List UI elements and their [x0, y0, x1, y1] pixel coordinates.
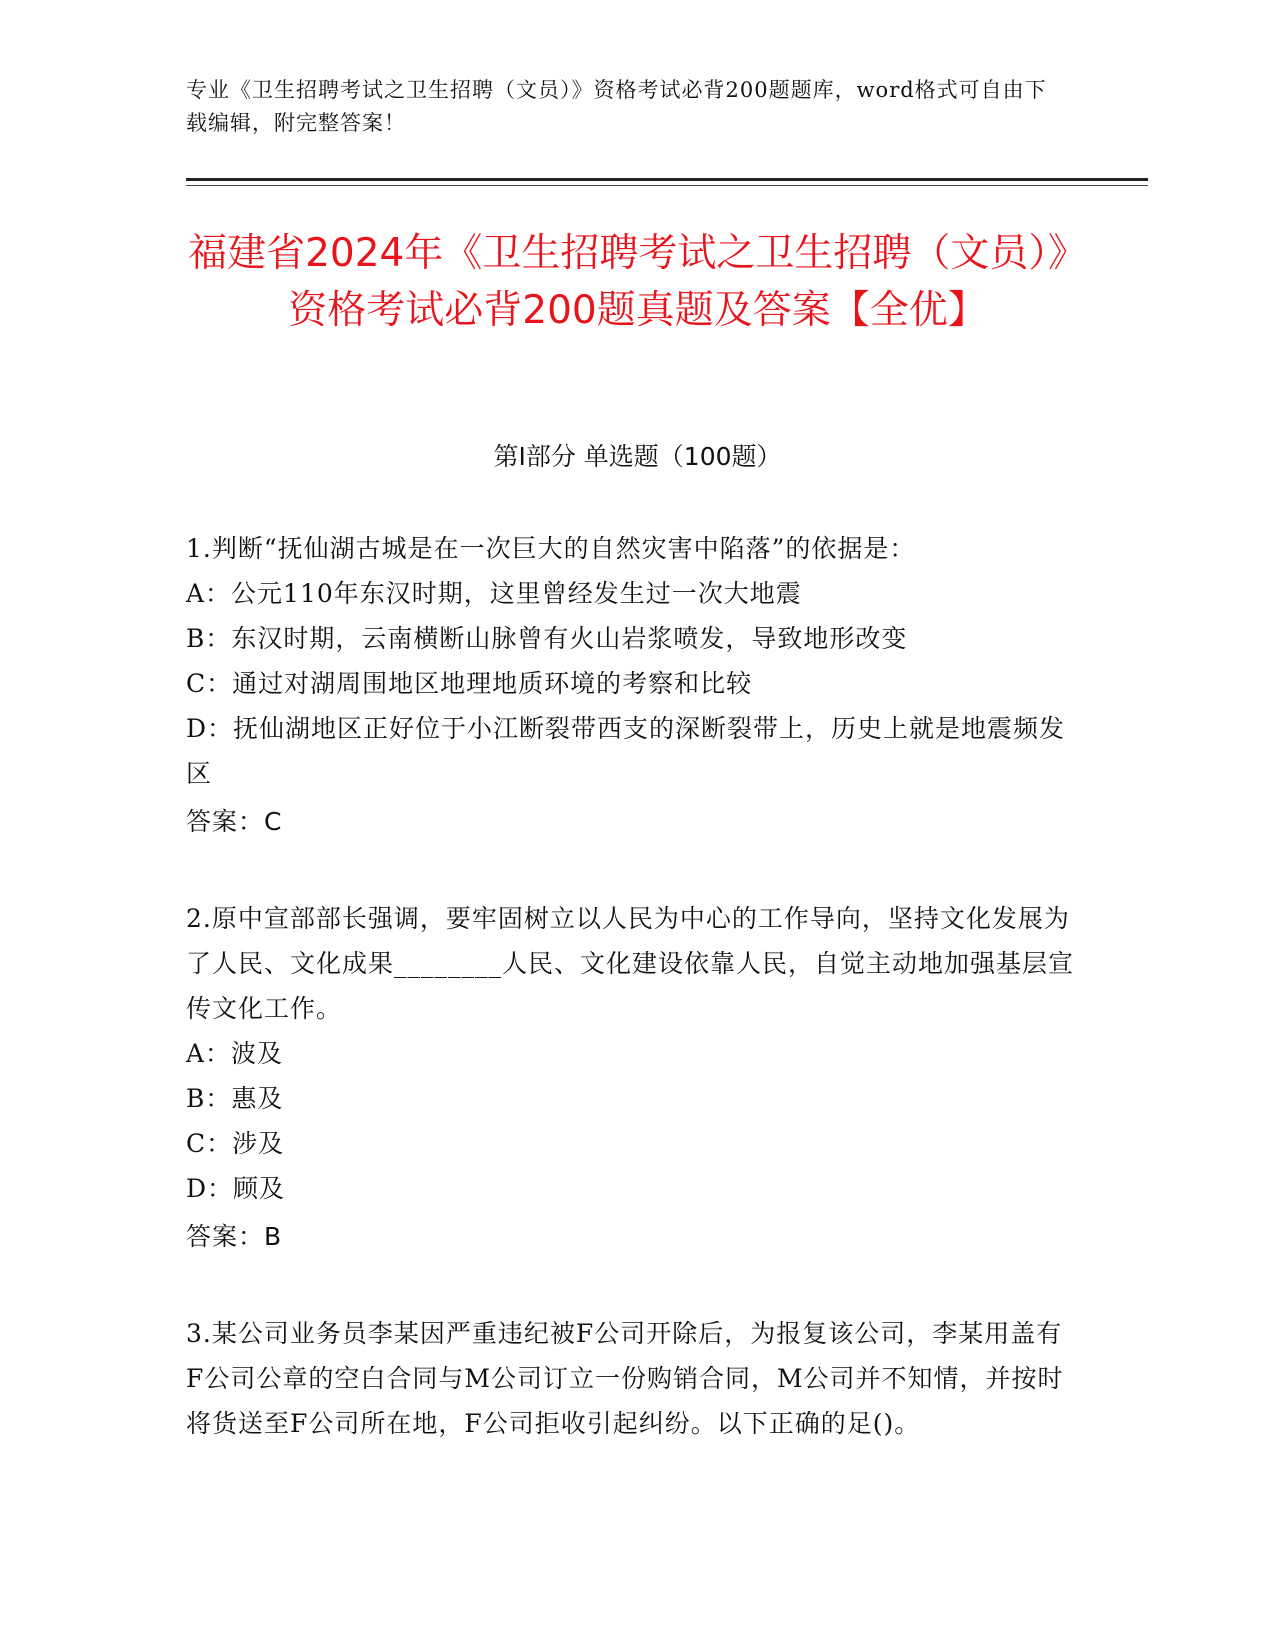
section-title: 第I部分 单选题（100题）	[493, 442, 782, 471]
question-text: 2.原中宣部部长强调，要牢固树立以人民为中心的工作导向，坚持文化发展为了人民、文化成果________人民、文化建设依靠人民，自觉主动地加强基层宣传文化工作。	[186, 904, 1075, 1023]
question-1	[186, 526, 1076, 848]
option-d: D：抚仙湖地区正好位于小江断裂带西支的深断裂带上，历史上就是地震频发区	[186, 714, 1066, 788]
option-c: C：通过对湖周围地区地理地质环境的考察和比较	[186, 669, 753, 698]
question-text: 1.判断“抚仙湖古城是在一次巨大的自然灾害中陷落”的依据是：	[186, 534, 916, 563]
document-title: 福建省2024年《卫生招聘考试之卫生招聘（文员）》资格考试必背200题真题及答案【全优】	[188, 231, 1087, 333]
question-list	[186, 526, 1076, 1494]
option-b: B：东汉时期，云南横断山脉曾有火山岩浆喷发，导致地形改变	[186, 624, 908, 653]
answer: 答案：B	[186, 1222, 283, 1251]
option-a: A：波及	[186, 1039, 284, 1068]
option-d: D：顾及	[186, 1174, 286, 1203]
answer: 答案：C	[186, 807, 283, 836]
question-text: 3.某公司业务员李某因严重违纪被F公司开除后，为报复该公司，李某用盖有F公司公章的空白合同与M公司订立一份购销合同，M公司并不知情，并按时将货送至F公司所在地，F公司拒收引起纠纷。以下正确的足()。	[186, 1319, 1064, 1438]
header-note: 专业《卫生招聘考试之卫生招聘（文员）》资格考试必背200题题库，word格式可自由下载编辑，附完整答案！	[186, 78, 1047, 135]
header-divider-thick	[186, 178, 1148, 181]
question-2	[186, 896, 1076, 1263]
option-a: A：公元110年东汉时期，这里曾经发生过一次大地震	[186, 579, 802, 608]
option-c: C：涉及	[186, 1129, 285, 1158]
option-b: B：惠及	[186, 1084, 284, 1113]
question-3	[186, 1311, 1076, 1446]
header-divider-thin	[186, 185, 1148, 186]
